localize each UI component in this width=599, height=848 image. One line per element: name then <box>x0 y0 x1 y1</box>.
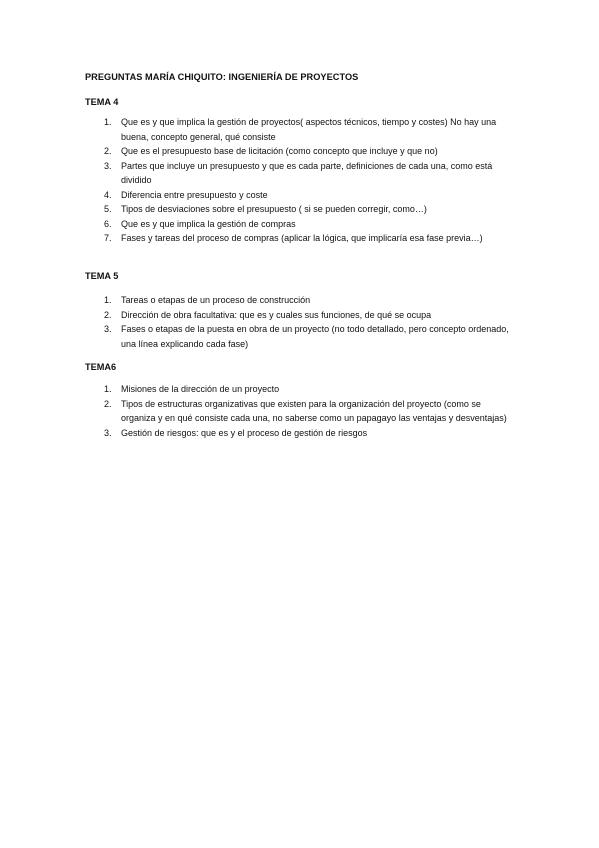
list-item <box>0 308 599 323</box>
item-number: 1. <box>104 117 112 127</box>
item-number: 2. <box>104 309 112 320</box>
list-item <box>0 159 599 188</box>
item-text: Dirección de obra facultativa: que es y cuales sus funciones, de qué se ocupa <box>121 309 432 320</box>
item-text: Que es y que implica la gestión de proyectos( aspectos técnicos, tiempo y costes) No hay una buena, concepto general, qué consiste <box>121 117 497 142</box>
list-item <box>0 382 599 397</box>
list-item <box>0 188 599 203</box>
question-list-tema-6 <box>0 382 599 440</box>
item-text: Que es y que implica la gestión de compras <box>121 218 296 229</box>
item-text: Que es el presupuesto base de licitación (como concepto que incluye y que no) <box>121 146 438 156</box>
item-number: 1. <box>104 295 112 305</box>
list-item <box>0 397 599 426</box>
item-number: 3. <box>104 160 112 171</box>
list-item <box>0 202 599 217</box>
item-number: 3. <box>104 324 112 334</box>
item-number: 7. <box>104 233 112 243</box>
list-item <box>0 115 599 144</box>
item-text: Fases y tareas del proceso de compras (aplicar la lógica, que implicaría esa fase previa…) <box>121 233 483 243</box>
item-number: 2. <box>104 146 112 156</box>
item-text: Gestión de riesgos: que es y el proceso de gestión de riesgos <box>121 427 368 438</box>
list-item <box>0 144 599 159</box>
item-number: 6. <box>104 218 112 229</box>
section-heading-tema-4: TEMA 4 <box>85 97 119 107</box>
list-item <box>0 217 599 232</box>
item-number: 5. <box>104 204 112 214</box>
item-text: Tipos de desviaciones sobre el presupuesto ( si se pueden corregir, como…) <box>121 204 427 214</box>
item-text: Fases o etapas de la puesta en obra de un proyecto (no todo detallado, pero concepto ordenado, una línea explicando cada fase) <box>121 324 509 349</box>
item-text: Partes que incluye un presupuesto y que es cada parte, definiciones de cada una, como está dividido <box>121 160 493 185</box>
item-text: Misiones de la dirección de un proyecto <box>121 384 280 394</box>
item-text: Tipos de estructuras organizativas que existen para la organización del proyecto (como se organiza y en qué consiste cada una, no saberse como un papagayo las ventajas y desventajas) <box>121 398 507 423</box>
list-item <box>0 322 599 351</box>
item-number: 4. <box>104 189 112 200</box>
section-heading-tema-6: TEMA6 <box>85 362 117 372</box>
item-number: 1. <box>104 384 112 394</box>
list-item <box>0 293 599 308</box>
list-item <box>0 426 599 441</box>
item-number: 2. <box>104 398 112 409</box>
item-number: 3. <box>104 427 112 438</box>
list-item <box>0 231 599 246</box>
document-title: PREGUNTAS MARÍA CHIQUITO: INGENIERÍA DE PROYECTOS <box>85 72 359 82</box>
question-list-tema-4 <box>0 115 599 246</box>
item-text: Diferencia entre presupuesto y coste <box>121 189 268 200</box>
section-heading-tema-5: TEMA 5 <box>85 271 119 281</box>
item-text: Tareas o etapas de un proceso de construcción <box>121 295 311 305</box>
question-list-tema-5 <box>0 293 599 351</box>
